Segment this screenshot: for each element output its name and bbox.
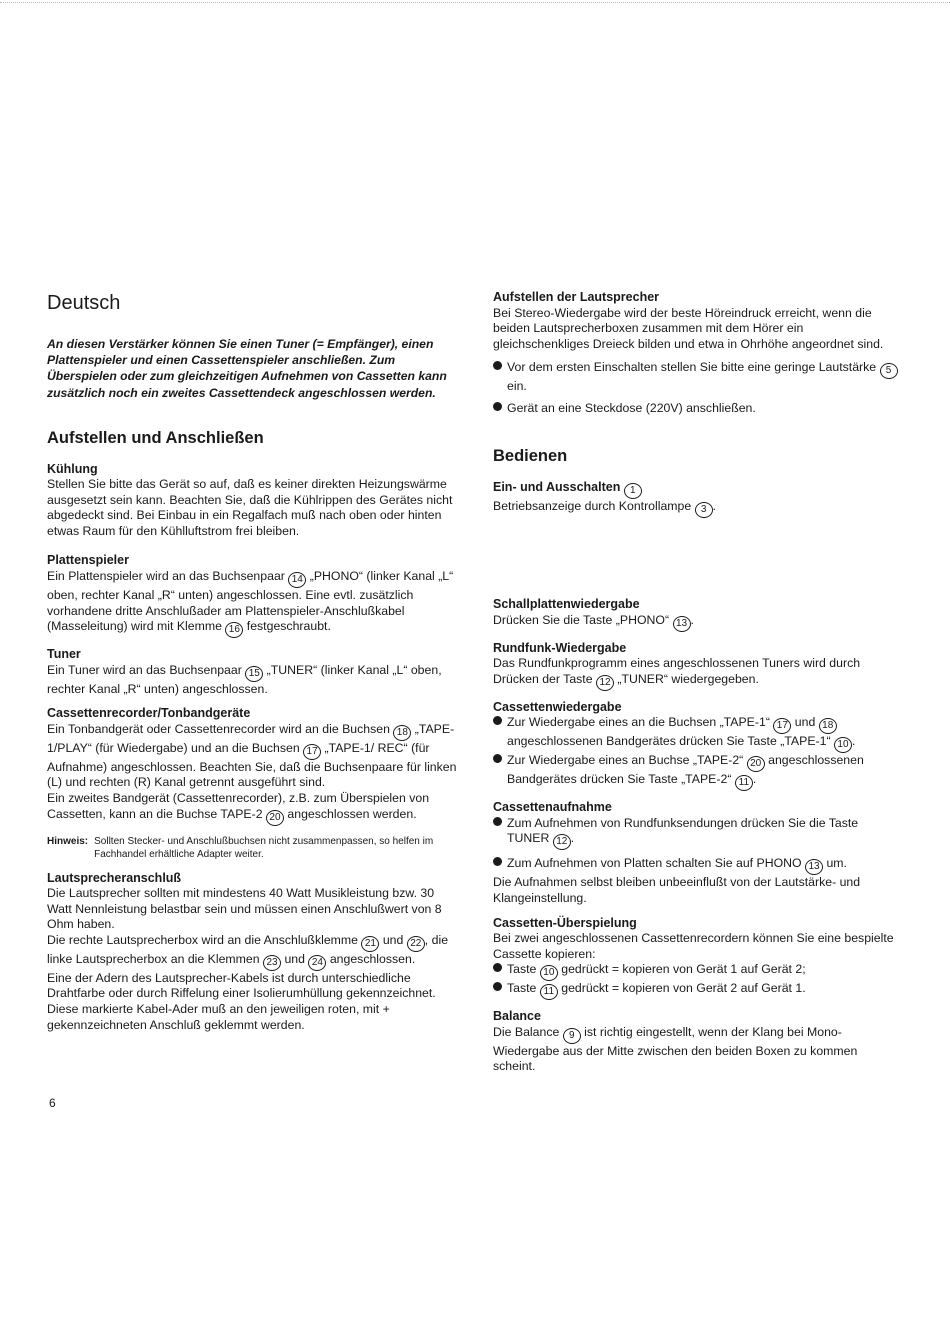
bullet-item <box>493 753 903 791</box>
radio-playback-text <box>493 656 903 691</box>
text-span: . <box>752 772 757 787</box>
text-span: ein. <box>507 379 527 394</box>
section-title-operation: Bedienen <box>493 447 568 466</box>
bullet-text <box>507 753 903 791</box>
text-span: angeschlossenen Bandgerätes drücken Sie Taste „TAPE-2“ <box>507 753 864 787</box>
record-playback-text <box>493 613 903 632</box>
text-span: Ein Tuner wird an das Buchsenpaar <box>47 662 242 677</box>
text-span: ist richtig eingestellt, wenn der Klang bei Mono-Wiedergabe aus der Mitte zwischen den beiden Boxen zu kommen scheint. <box>493 1024 858 1074</box>
bullet-text <box>507 856 847 875</box>
cooling-text: Stellen Sie bitte das Gerät so auf, daß es keiner direkten Heizungswärme ausgesetzt sein kann. Beachten Sie, daß die Kühlrippen des Gerätes nicht abgedeckt sind. Bei Einbau in ein Regalfach muß nach oben oder hinten etwas Raum für den Kühlluftstrom frei bleiben. <box>47 477 453 538</box>
tuner-section <box>47 647 457 697</box>
turntable-text <box>47 569 457 638</box>
text-span: , die linke Lautsprecherbox an die Klemmen <box>47 932 449 966</box>
text-span: Die Balance <box>493 1024 560 1039</box>
dubbing-section <box>493 916 903 1001</box>
callout-number: 16 <box>225 622 243 638</box>
right-column <box>493 290 903 1084</box>
text-span: und <box>794 715 816 730</box>
callout-number: 11 <box>540 984 558 1000</box>
record-playback-heading: Schallplattenwiedergabe <box>493 597 640 612</box>
intro-paragraph: An diesen Verstärker können Sie einen Tuner (= Empfänger), einen Plattenspieler und einen Cassettenspieler anschließen. Zum Überspielen oder zum gleichzeitigen Aufnehmen von Cassetten kann zusätzlich noch ein zweites Cassettendeck angeschlossen werden. <box>47 337 447 400</box>
power-heading <box>493 480 903 499</box>
callout-number: 23 <box>263 955 281 971</box>
text-span: . <box>690 612 694 627</box>
text-span: Betriebsanzeige durch Kontrollampe <box>493 499 692 514</box>
text-span: und <box>284 951 305 966</box>
bullet-text <box>507 981 806 1000</box>
record-playback-section <box>493 597 903 632</box>
hint-note <box>47 835 457 861</box>
text-span: festgeschraubt. <box>246 619 331 634</box>
bullet-icon <box>493 716 502 725</box>
bullet-item <box>493 401 903 417</box>
radio-playback-section <box>493 641 903 691</box>
text-span: Drücken Sie die Taste „PHONO“ <box>493 612 670 627</box>
cassette-recorder-heading: Cassettenrecorder/Tonbandgeräte <box>47 706 251 721</box>
callout-number: 11 <box>735 775 753 791</box>
language-title: Deutsch <box>47 292 121 314</box>
text-span: angeschlossenen Bandgerätes drücken Sie Taste „TAPE-1“ <box>507 734 831 749</box>
text-span: gedrückt = kopieren von Gerät 1 auf Gerät 2; <box>561 962 806 977</box>
callout-number: 20 <box>266 810 284 826</box>
text-span: . <box>851 734 856 749</box>
cooling-heading: Kühlung <box>47 461 98 476</box>
dubbing-heading: Cassetten-Überspielung <box>493 915 637 930</box>
text-span: Taste <box>507 962 537 977</box>
dubbing-text: Bei zwei angeschlossenen Cassettenrecordern können Sie eine bespielte Cassette kopieren: <box>493 931 894 961</box>
balance-text <box>493 1025 903 1075</box>
callout-number: 17 <box>303 744 321 760</box>
text-span: und <box>382 932 404 947</box>
balance-heading: Balance <box>493 1009 541 1024</box>
callout-number: 10 <box>834 737 852 753</box>
page-number: 6 <box>49 1096 56 1110</box>
text-span: angeschlossen. <box>329 951 416 966</box>
callout-number: 22 <box>407 936 425 952</box>
spacer <box>493 425 903 447</box>
callout-number: 18 <box>819 718 837 734</box>
bullet-item <box>493 962 903 981</box>
speaker-connection-section <box>47 871 457 1034</box>
text-span: „TAPE-1/ REC“ (für Aufnahme) angeschlossen. Beachten Sie, daß die Buchsenpaare für linken (L) und rechten (R) Kanal getrennt ausgeführt sind. <box>47 740 457 790</box>
speaker-setup-section <box>493 290 903 416</box>
cassette-playback-section <box>493 700 903 792</box>
text-span: um. <box>826 856 847 871</box>
text-span: Zum Aufnehmen von Rundfunksendungen drücken Sie die Taste TUNER <box>507 815 859 846</box>
power-section <box>493 480 903 518</box>
hint-text: Sollten Stecker- und Anschlußbuchsen nicht zusammenpassen, so helfen im Fachhandel erhältliche Adapter weiter. <box>94 835 434 860</box>
text-span: Ein zweites Bandgerät (Cassettenrecorder), z.B. zum Überspielen von Cassetten, kann an die Buchse TAPE-2 <box>47 790 430 821</box>
bullet-icon <box>493 817 502 826</box>
callout-number: 13 <box>805 859 823 875</box>
cassette-recording-heading: Cassettenaufnahme <box>493 800 612 815</box>
cassette-recording-section <box>493 800 903 906</box>
text-span: Ein Plattenspieler wird an das Buchsenpaar <box>47 568 285 583</box>
text-span: angeschlossen werden. <box>287 806 417 821</box>
left-column <box>47 290 457 1042</box>
text-span: „PHONO“ (linker Kanal „L“ oben, rechter Kanal „R“ unten) angeschlossen. Eine evtl. zusätzlich vorhandene dritte Anschlußader am Plattenspieler-Anschlußkabel (Masseleitung) wird mit Klemme <box>47 568 454 634</box>
hint-label: Hinweis: <box>47 835 89 847</box>
callout-number: 3 <box>695 502 713 518</box>
bullet-item <box>493 360 903 395</box>
bullet-text: Gerät an eine Steckdose (220V) anschließen. <box>507 400 756 415</box>
bullet-text <box>507 816 903 851</box>
callout-number: 10 <box>540 965 558 981</box>
speaker-setup-text: Bei Stereo-Wiedergabe wird der beste Höreindruck erreicht, wenn die beiden Lautsprecherboxen zusammen mit dem Hörer ein gleichschenkliges Dreieck bilden und etwa in Ohrhöhe angeordnet sind. <box>493 305 884 351</box>
text-span: Zur Wiedergabe eines an die Buchsen „TAPE-1“ <box>507 715 770 730</box>
bullet-item <box>493 856 903 875</box>
callout-number: 12 <box>596 675 614 691</box>
bullet-item <box>493 816 903 851</box>
callout-number: 12 <box>553 834 571 850</box>
radio-playback-heading: Rundfunk-Wiedergabe <box>493 640 627 655</box>
bullet-icon <box>493 754 502 763</box>
power-text <box>493 499 903 518</box>
cassette-recorder-text-2 <box>47 791 457 826</box>
callout-number: 20 <box>747 756 765 772</box>
text-span: Das Rundfunkprogramm eines angeschlossenen Tuners wird durch Drücken der Taste <box>493 656 861 686</box>
bullet-text <box>507 962 806 981</box>
text-span: „TUNER“ wiedergegeben. <box>617 671 759 686</box>
text-span: Zum Aufnehmen von Platten schalten Sie auf PHONO <box>507 856 802 871</box>
cassette-recorder-text-1 <box>47 722 457 791</box>
text-span: Taste <box>507 981 537 996</box>
bullet-text <box>507 360 903 395</box>
callout-number: 15 <box>245 666 263 682</box>
cassette-recording-note: Die Aufnahmen selbst bleiben unbeeinflußt von der Lautstärke- und Klangeinstellung. <box>493 875 861 906</box>
balance-section <box>493 1009 903 1075</box>
text-span: „TAPE-1/PLAY“ (für Wiedergabe) und an die Buchsen <box>47 721 455 755</box>
section-title-setup: Aufstellen und Anschließen <box>47 428 264 447</box>
bullet-icon <box>493 361 502 370</box>
top-rule <box>0 2 950 3</box>
callout-number: 24 <box>308 955 326 971</box>
text-span: Ein Tonbandgerät oder Cassettenrecorder wird an die Buchsen <box>47 721 390 736</box>
turntable-heading: Plattenspieler <box>47 553 129 568</box>
bullet-icon <box>493 402 502 411</box>
bullet-icon <box>493 857 502 866</box>
callout-number: 13 <box>673 616 691 632</box>
callout-number: 17 <box>773 718 791 734</box>
spacer <box>493 527 903 597</box>
bullet-icon <box>493 982 502 991</box>
speaker-connection-text-2 <box>47 933 457 971</box>
text-span: . <box>570 831 575 846</box>
callout-number: 18 <box>393 725 411 741</box>
text-span: „TUNER“ (linker Kanal „L“ oben, rechter Kanal „R“ unten) angeschlossen. <box>47 662 442 696</box>
bullet-item <box>493 715 903 753</box>
bullet-icon <box>493 963 502 972</box>
speaker-connection-text-1: Die Lautsprecher sollten mit mindestens 40 Watt Musikleistung bzw. 30 Watt Nennleistung belastbar sein und müssen einen Anschlußwert von 8 Ohm haben. <box>47 886 442 932</box>
text-span: . <box>712 499 717 514</box>
cassette-playback-heading: Cassettenwiedergabe <box>493 699 622 714</box>
speaker-connection-heading: Lautsprecheranschluß <box>47 870 182 885</box>
text-span: Zur Wiedergabe eines an Buchse „TAPE-2“ <box>507 753 744 768</box>
turntable-section <box>47 553 457 638</box>
callout-number: 1 <box>624 483 642 499</box>
text-span: gedrückt = kopieren von Gerät 2 auf Gerät 1. <box>561 981 806 996</box>
callout-number: 14 <box>288 572 306 588</box>
text-span: Die rechte Lautsprecherbox wird an die Anschlußklemme <box>47 932 358 947</box>
cooling-section <box>47 462 457 540</box>
callout-number: 21 <box>361 936 379 952</box>
cassette-recorder-section <box>47 706 457 825</box>
text-span: Vor dem ersten Einschalten stellen Sie bitte eine geringe Lautstärke <box>507 360 877 375</box>
tuner-heading: Tuner <box>47 647 81 662</box>
tuner-text <box>47 663 457 698</box>
callout-number: 9 <box>563 1028 581 1044</box>
power-heading-text: Ein- und Ausschalten <box>493 480 621 495</box>
speaker-connection-text-3: Eine der Adern des Lautsprecher-Kabels ist durch unterschiedliche Drahtfarbe oder durch Riffelung einer Isolierumhüllung gekennzeichnet. Diese markierte Kabel-Ader muß an den jeweiligen roten, mit + gekennzeichneten Anschluß geklemmt werden. <box>47 970 436 1032</box>
callout-number: 5 <box>880 363 898 379</box>
bullet-text <box>507 715 903 753</box>
bullet-item <box>493 981 903 1000</box>
speaker-setup-heading: Aufstellen der Lautsprecher <box>493 290 660 304</box>
